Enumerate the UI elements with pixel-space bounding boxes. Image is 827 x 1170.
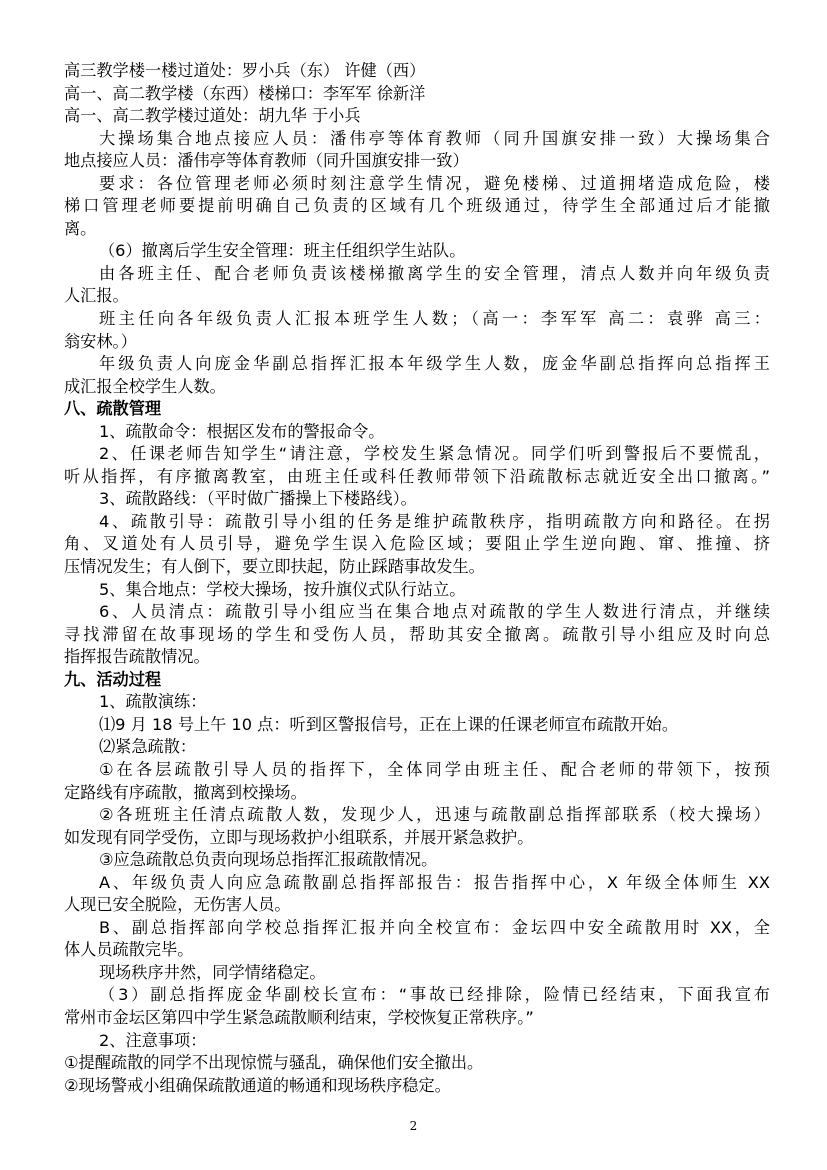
- page-number: 2: [409, 1119, 418, 1133]
- text-line: 现场秩序井然，同学情绪稳定。: [99, 962, 326, 982]
- text-line: 听从指挥，有序撤离教室，由班主任或科任教师带领下沿疏散标志就近安全出口撤离。”: [64, 466, 770, 486]
- text-line: 班主任向各年级负责人汇报本班学生人数；（高一：李军军 高二：袁骅 高三：: [99, 309, 770, 329]
- text-line: 高一、高二教学楼（东西）楼梯口：李军军 徐新洋: [64, 83, 426, 103]
- text-line: 指挥报告疏散情况。: [64, 647, 210, 667]
- text-line: 定路线有序疏散，撤离到校操场。: [64, 782, 307, 802]
- text-line: ②各班班主任清点疏散人数，发现少人，迅速与疏散副总指挥部联系（校大操场）: [99, 805, 770, 825]
- text-line: 梯口管理老师要提前明确自己负责的区域有几个班级通过，待学生全部通过后才能撤: [64, 196, 770, 216]
- text-line: （3）副总指挥庞金华副校长宣布：“事故已经排除，险情已经结束，下面我宣布: [99, 985, 770, 1005]
- text-line: 体人员疏散完毕。: [64, 940, 194, 960]
- text-line: 大操场集合地点接应人员：潘伟亭等体育教师（同升国旗安排一致）大操场集合: [99, 128, 770, 148]
- text-line: 要求：各位管理老师必须时刻注意学生情况，避免楼梯、过道拥堵造成危险，楼: [99, 173, 770, 193]
- text-line: 成汇报全校学生人数。: [64, 376, 226, 396]
- section-heading: 八、疏散管理: [64, 399, 162, 419]
- text-line: 常州市金坛区第四中学生紧急疏散顺利结束，学校恢复正常秩序。”: [64, 1007, 534, 1027]
- text-line: 4、疏散引导：疏散引导小组的任务是维护疏散秩序，指明疏散方向和路径。在拐: [99, 511, 770, 531]
- text-line: 人汇报。: [64, 286, 129, 306]
- text-line: 年级负责人向庞金华副总指挥汇报本年级学生人数，庞金华副总指挥向总指挥王: [99, 354, 770, 374]
- text-line: 1、疏散演练：: [99, 692, 207, 712]
- text-line: ⑵紧急疏散：: [99, 737, 197, 757]
- text-line: B、副总指挥部向学校总指挥汇报并向全校宣布：金坛四中安全疏散用时 XX，全: [99, 917, 770, 937]
- section-heading: 九、活动过程: [64, 669, 162, 689]
- text-line: 高三教学楼一楼过道处：罗小兵（东） 许健（西）: [64, 61, 426, 80]
- text-line: 高一、高二教学楼过道处：胡九华 于小兵: [64, 106, 361, 126]
- text-line: 离。: [64, 218, 97, 238]
- text-line: ①在各层疏散引导人员的指挥下，全体同学由班主任、配合老师的带领下，按预: [99, 759, 770, 779]
- text-line: 地点接应人员：潘伟亭等体育教师（同升国旗安排一致）: [64, 151, 469, 171]
- text-line: 2、任课老师告知学生“请注意，学校发生紧急情况。同学们听到警报后不要慌乱，: [99, 444, 770, 464]
- text-line: 人现已安全脱险，无伤害人员。: [64, 895, 291, 915]
- text-line: 翁安林。）: [64, 331, 137, 351]
- text-line: 3、疏散路线：（平时做广播操上下楼路线）。: [99, 489, 417, 509]
- text-line: 由各班主任、配合老师负责该楼梯撤离学生的安全管理，清点人数并向年级负责: [99, 263, 770, 283]
- text-line: ⑴9 月 18 号上午 10 点：听到区警报信号，正在上课的任课老师宣布疏散开始。: [99, 714, 679, 734]
- text-line: 角、叉道处有人员引导，避免学生误入危险区域；要阻止学生逆向跑、窜、推撞、挤: [64, 534, 770, 554]
- text-line: ③应急疏散总负责向现场总指挥汇报疏散情况。: [99, 850, 438, 870]
- text-line: 寻找滞留在故事现场的学生和受伤人员，帮助其安全撤离。疏散引导小组应及时向总: [64, 624, 770, 644]
- text-line: 5、集合地点：学校大操场，按升旗仪式队行站立。: [99, 579, 466, 599]
- text-line: A、年级负责人向应急疏散副总指挥部报告：报告指挥中心，X 年级全体师生 XX: [99, 872, 770, 892]
- text-line: ①提醒疏散的同学不出现惊慌与骚乱，确保他们安全撤出。: [64, 1053, 484, 1073]
- text-line: 6、人员清点：疏散引导小组应当在集合地点对疏散的学生人数进行清点，并继续: [99, 602, 770, 622]
- text-line: 2、注意事项：: [99, 1030, 207, 1050]
- text-line: 1、疏散命令：根据区发布的警报命令。: [99, 421, 385, 441]
- text-line: 如发现有同学受伤，立即与现场救护小组联系，并展开紧急救护。: [64, 827, 534, 847]
- text-line: 压情况发生；有人倒下，要立即扶起，防止踩踏事故发生。: [64, 557, 485, 577]
- document-body: [64, 60, 770, 1097]
- text-line: （6）撤离后学生安全管理：班主任组织学生站队。: [99, 241, 466, 261]
- text-line: ②现场警戒小组确保疏散通道的畅通和现场秩序稳定。: [64, 1075, 451, 1095]
